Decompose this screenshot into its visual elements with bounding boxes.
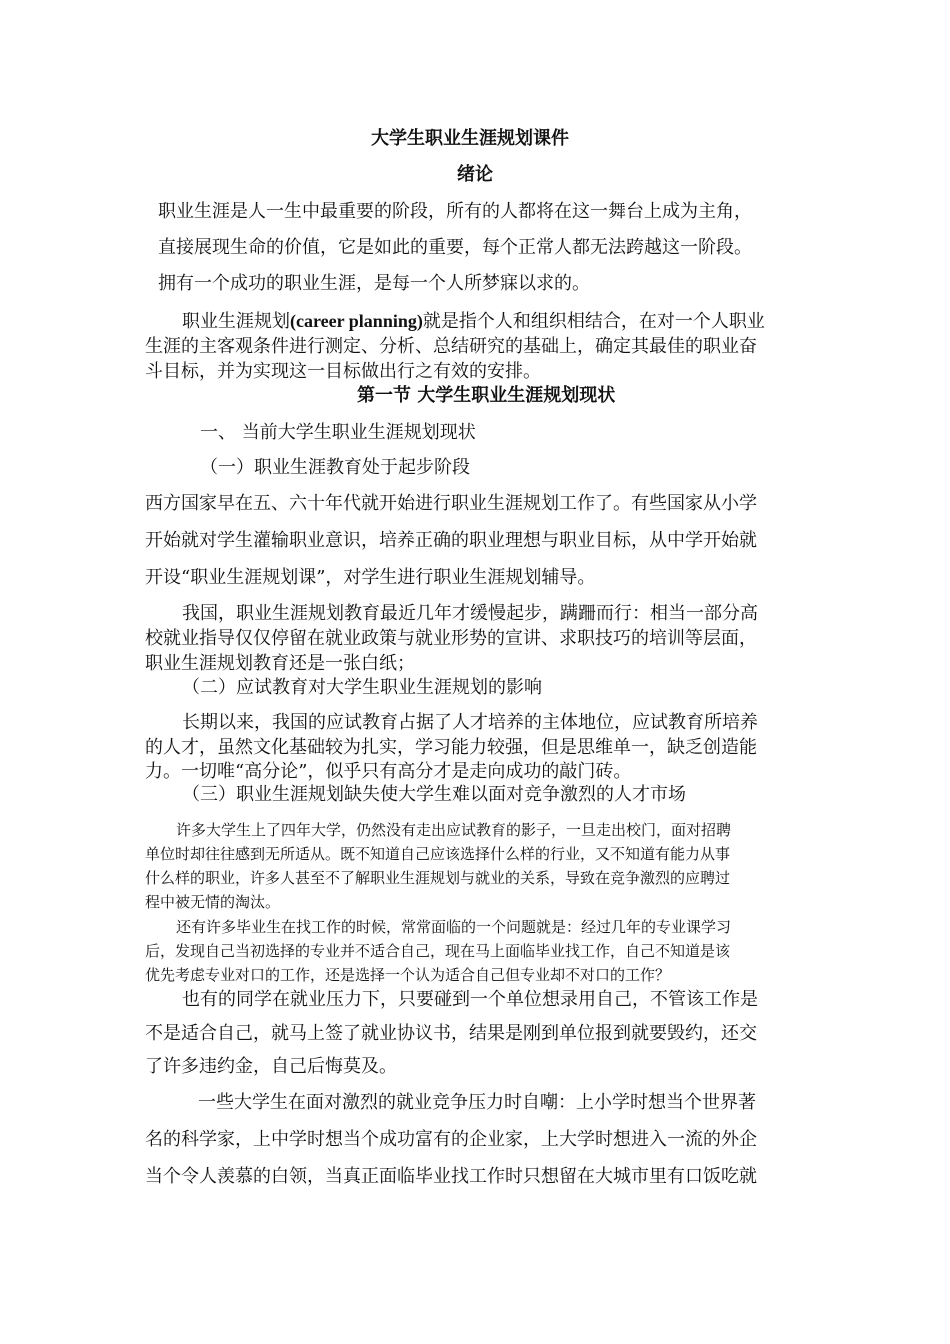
paragraph-line: 西方国家早在五、六十年代就开始进行职业生涯规划工作了。有些国家从小学 — [145, 493, 757, 514]
intro-heading: 绪论 — [457, 164, 493, 185]
paragraph-line: 单位时却往往感到无所适从。既不知道自己应该选择什么样的行业，又不知道有能力从事 — [145, 845, 731, 863]
paragraph-line: 的人才，虽然文化基础较为扎实，学习能力较强，但是思维单一，缺乏创造能 — [145, 737, 757, 758]
paragraph-line: 程中被无情的淘汰。 — [145, 893, 281, 911]
section-heading: 第一节 大学生职业生涯规划现状 — [357, 385, 616, 406]
paragraph-line: 许多大学生上了四年大学，仍然没有走出应试教育的影子，一旦走出校门，面对招聘 — [176, 821, 732, 839]
list-item-heading: 一、 当前大学生职业生涯规划现状 — [200, 422, 476, 443]
intro-line: 职业生涯是人一生中最重要的阶段，所有的人都将在这一舞台上成为主角， — [158, 201, 752, 222]
paragraph-line: 开设“职业生涯规划课”，对学生进行职业生涯规划辅导。 — [145, 567, 596, 588]
definition-term: (career planning) — [290, 311, 423, 331]
definition-line: 斗目标，并为实现这一目标做出行之有效的安排。 — [145, 361, 541, 382]
definition-rest: 就是指个人和组织相结合，在对一个人职业 — [422, 311, 765, 332]
paragraph-line: 职业生涯规划教育还是一张白纸； — [145, 653, 415, 674]
document-title: 大学生职业生涯规划课件 — [371, 128, 569, 149]
paragraph-line: 后，发现自己当初选择的专业并不适合自己，现在马上面临毕业找工作，自己不知道是该 — [145, 942, 731, 960]
subsection-heading: （一）职业生涯教育处于起步阶段 — [200, 457, 470, 478]
intro-line: 拥有一个成功的职业生涯，是每一个人所梦寐以求的。 — [158, 273, 590, 294]
definition-lead: 职业生涯规划 — [182, 311, 290, 332]
paragraph-line: 开始就对学生灌输职业意识，培养正确的职业理想与职业目标，从中学开始就 — [145, 530, 757, 551]
paragraph-line: 我国，职业生涯规划教育最近几年才缓慢起步，蹒跚而行：相当一部分高 — [182, 603, 758, 624]
intro-line: 直接展现生命的价值，它是如此的重要，每个正常人都无法跨越这一阶段。 — [158, 237, 752, 258]
definition-line — [182, 312, 765, 331]
paragraph-line: 长期以来，我国的应试教育占据了人才培养的主体地位，应试教育所培养 — [182, 712, 758, 733]
definition-line: 生涯的主客观条件进行测定、分析、总结研究的基础上，确定其最佳的职业奋 — [145, 336, 757, 357]
paragraph-line: 什么样的职业，许多人甚至不了解职业生涯规划与就业的关系，导致在竞争激烈的应聘过 — [145, 869, 731, 887]
paragraph-line: 一些大学生在面对激烈的就业竞争压力时自嘲：上小学时想当个世界著 — [198, 1092, 756, 1113]
paragraph-line: 了许多违约金，自己后悔莫及。 — [145, 1056, 397, 1077]
paragraph-line: 也有的同学在就业压力下，只要碰到一个单位想录用自己，不管该工作是 — [182, 989, 758, 1010]
paragraph-line: 当个令人羡慕的白领，当真正面临毕业找工作时只想留在大城市里有口饭吃就 — [145, 1166, 757, 1187]
paragraph-line: 名的科学家，上中学时想当个成功富有的企业家，上大学时想进入一流的外企 — [145, 1129, 757, 1150]
subsection-heading: （二）应试教育对大学生职业生涯规划的影响 — [182, 677, 542, 698]
paragraph-line: 力。一切唯“高分论”，似乎只有高分才是走向成功的敲门砖。 — [145, 761, 632, 782]
paragraph-line: 校就业指导仅仅停留在就业政策与就业形势的宣讲、求职技巧的培训等层面， — [145, 628, 757, 649]
subsection-heading: （三）职业生涯规划缺失使大学生难以面对竞争激烈的人才市场 — [182, 784, 686, 805]
paragraph-line: 优先考虑专业对口的工作，还是选择一个认为适合自己但专业却不对口的工作？ — [145, 966, 671, 984]
paragraph-line: 还有许多毕业生在找工作的时候，常常面临的一个问题就是：经过几年的专业课学习 — [176, 918, 732, 936]
paragraph-line: 不是适合自己，就马上签了就业协议书，结果是刚到单位报到就要毁约，还交 — [145, 1023, 757, 1044]
